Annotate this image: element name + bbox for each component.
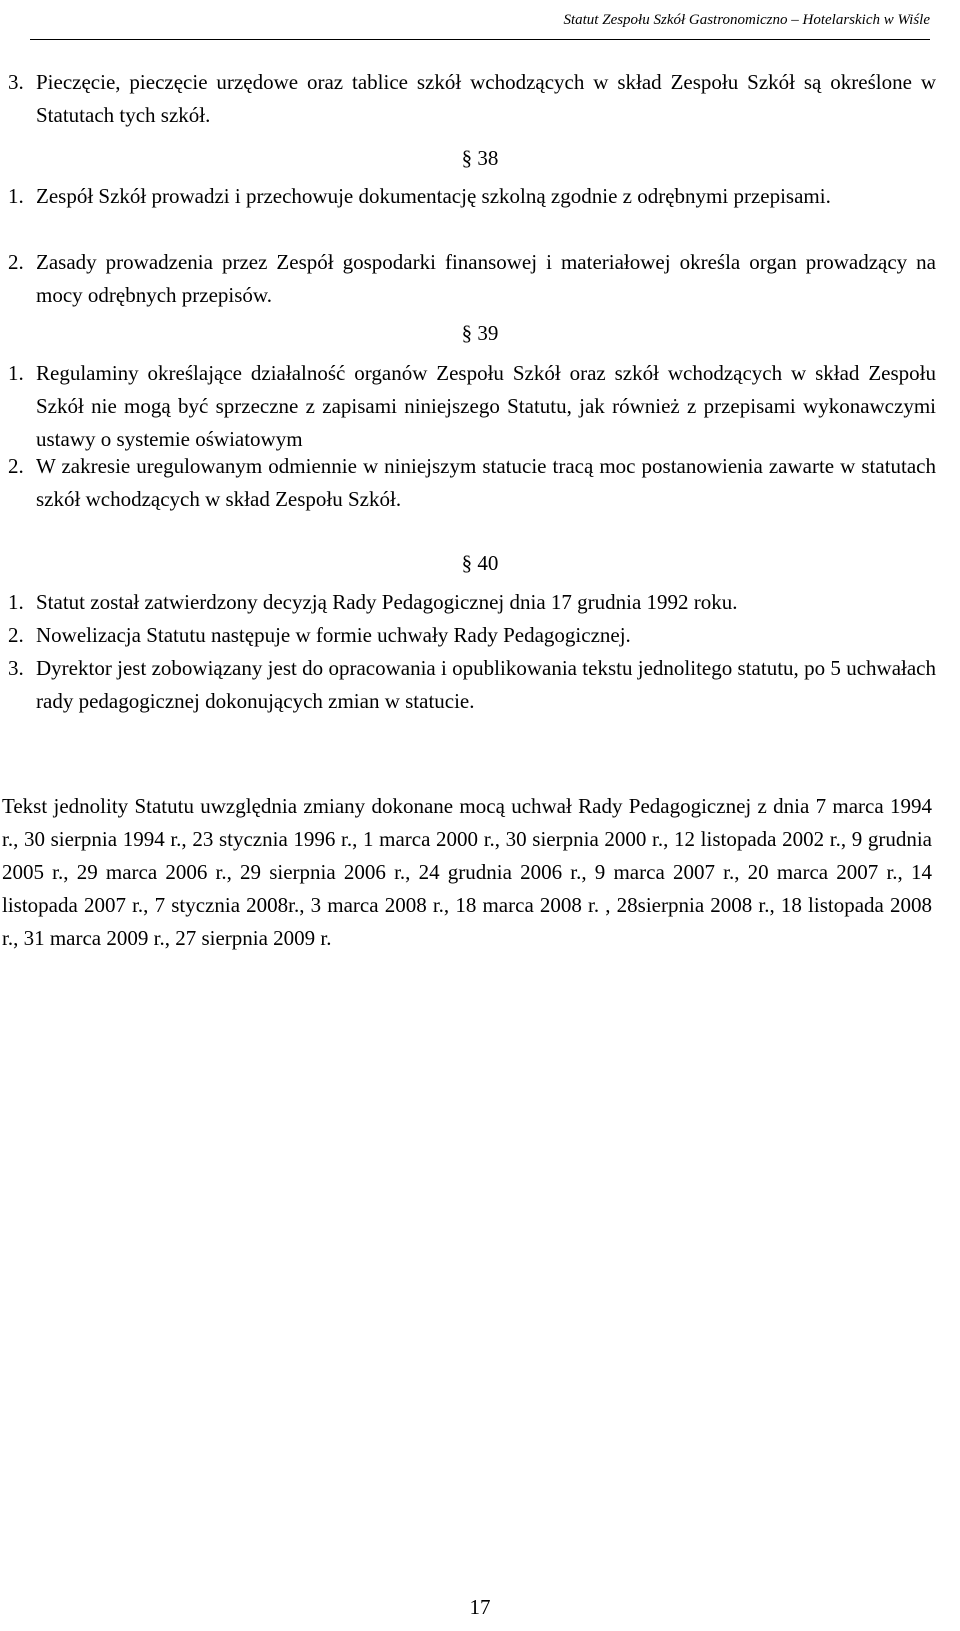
- section-38-heading: § 38: [461, 146, 499, 170]
- item-text: Pieczęcie, pieczęcie urzędowe oraz tablice szkół wchodzących w skład Zespołu Szkół są określone w Statutach tych szkół.: [36, 70, 936, 127]
- page-number-text: 17: [469, 1595, 491, 1619]
- item-text: Regulaminy określające działalność organów Zespołu Szkół oraz szkół wchodzących w skład Zespołu Szkół nie mogą być sprzeczne z zapisami niniejszego Statutu, jak również z przepisami wykonawczymi ustawy o systemie oświatowym: [36, 361, 936, 451]
- item-number: 2.: [8, 250, 24, 274]
- item-number: 3.: [8, 656, 24, 680]
- section-heading: [0, 143, 960, 173]
- item-text: W zakresie uregulowanym odmiennie w niniejszym statucie tracą moc postanowienia zawarte w statutach szkół wchodzących w skład Zespołu Szkół.: [36, 454, 936, 511]
- item-number: 1.: [8, 361, 24, 385]
- page-number: [0, 1595, 960, 1620]
- section-heading: [0, 548, 960, 578]
- running-header: [30, 12, 930, 40]
- section-39-heading: § 39: [461, 321, 499, 345]
- consolidated-text-note: Tekst jednolity Statutu uwzględnia zmiany dokonane mocą uchwał Rady Pedagogicznej z dnia 7 marca 1994 r., 30 sierpnia 1994 r., 23 stycznia 1996 r., 1 marca 2000 r., 30 sierpnia 2000 r., 12 listopada 2002 r., 9 grudnia 2005 r., 29 marca 2006 r., 29 sierpnia 2006 r., 24 grudnia 2006 r., 9 marca 2007 r., 20 marca 2007 r., 14 listopada 2007 r., 7 stycznia 2008r., 3 marca 2008 r., 18 marca 2008 r. , 28sierpnia 2008 r., 18 listopada 2008 r., 31 marca 2009 r., 27 sierpnia 2009 r.: [2, 794, 932, 950]
- item-number: 2.: [8, 454, 24, 478]
- running-title: Statut Zespołu Szkół Gastronomiczno – Hotelarskich w Wiśle: [563, 12, 930, 28]
- section-heading: [0, 318, 960, 348]
- item-text: Statut został zatwierdzony decyzją Rady Pedagogicznej dnia 17 grudnia 1992 roku.: [36, 590, 738, 614]
- item-number: 2.: [8, 623, 24, 647]
- item-text: Nowelizacja Statutu następuje w formie uchwały Rady Pedagogicznej.: [36, 623, 631, 647]
- section-40-heading: § 40: [461, 551, 499, 575]
- item-text: Zasady prowadzenia przez Zespół gospodarki finansowej i materiałowej określa organ prowadzący na mocy odrębnych przepisów.: [36, 250, 936, 307]
- item-number: 1.: [8, 590, 24, 614]
- item-number: 1.: [8, 184, 24, 208]
- item-number: 3.: [8, 70, 24, 94]
- item-text: Dyrektor jest zobowiązany jest do opracowania i opublikowania tekstu jednolitego statutu, po 5 uchwałach rady pedagogicznej dokonujących zmian w statucie.: [36, 656, 936, 713]
- item-text: Zespół Szkół prowadzi i przechowuje dokumentację szkolną zgodnie z odrębnymi przepisami.: [36, 184, 831, 208]
